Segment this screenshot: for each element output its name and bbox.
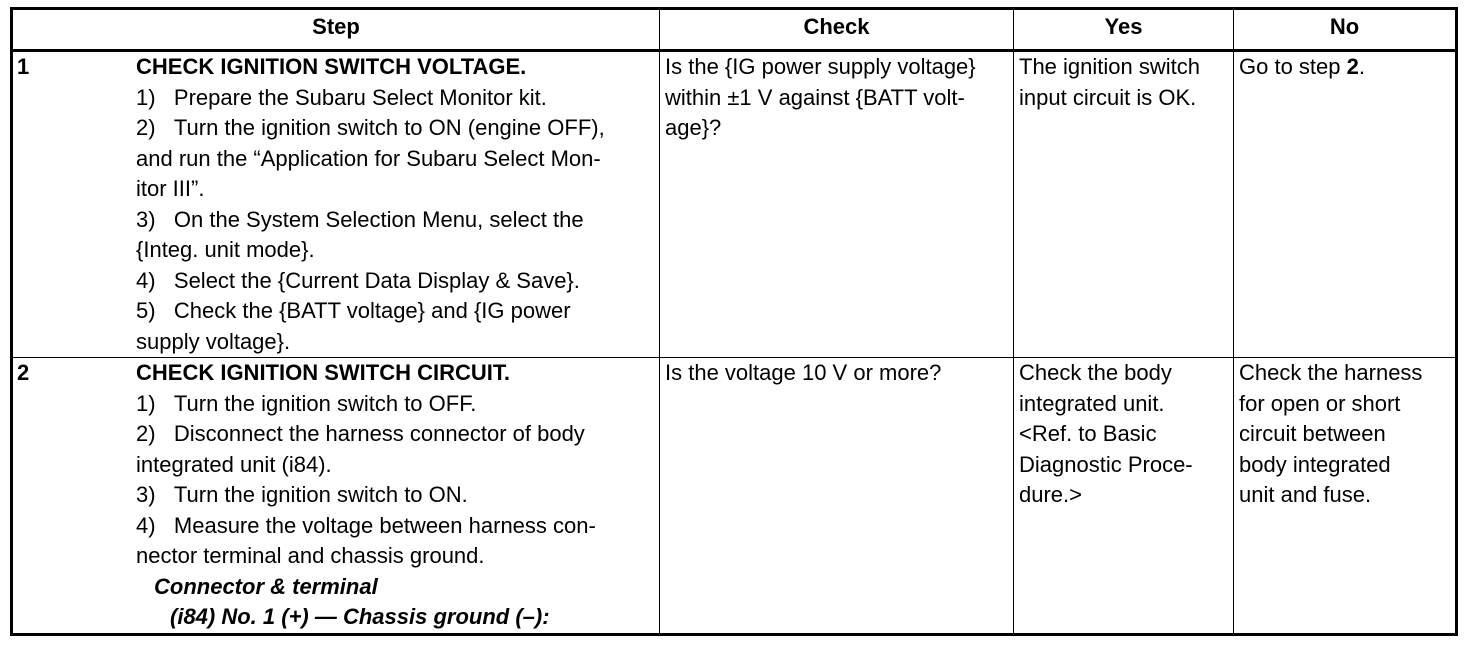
step-line: 3) Turn the ignition switch to ON. bbox=[136, 482, 468, 507]
check-line: Is the voltage 10 V or more? bbox=[665, 360, 942, 385]
check-line: within ±1 V against {BATT volt- bbox=[665, 84, 965, 110]
table-row-step-1 bbox=[12, 51, 1457, 358]
no-prefix: Go to step bbox=[1239, 54, 1347, 79]
yes-line: dure.> bbox=[1019, 482, 1082, 507]
step-cell bbox=[12, 358, 660, 635]
step-number: 2 bbox=[17, 360, 30, 385]
step-line: 2) Turn the ignition switch to ON (engine OFF), bbox=[136, 115, 605, 140]
no-line: circuit between bbox=[1239, 421, 1386, 446]
header-step: Step bbox=[12, 9, 660, 51]
yes-cell bbox=[1014, 358, 1234, 635]
yes-line: <Ref. to Basic bbox=[1019, 421, 1157, 446]
step-cell bbox=[12, 51, 660, 358]
no-line: unit and fuse. bbox=[1239, 482, 1372, 507]
step-line: nector terminal and chassis ground. bbox=[136, 543, 485, 568]
step-line: itor III”. bbox=[136, 176, 205, 201]
step-line: {Integ. unit mode}. bbox=[136, 237, 315, 262]
yes-cell bbox=[1014, 51, 1234, 358]
no-line: for open or short bbox=[1239, 390, 1401, 416]
no-line: body integrated bbox=[1239, 451, 1391, 477]
header-no: No bbox=[1234, 9, 1457, 51]
no-cell bbox=[1234, 51, 1457, 358]
step-body bbox=[136, 358, 654, 633]
step-line: 4) Measure the voltage between harness con- bbox=[136, 512, 596, 538]
step-line: integrated unit (i84). bbox=[136, 451, 332, 477]
no-cell bbox=[1234, 358, 1457, 635]
go-to-step-link[interactable]: 2 bbox=[1346, 54, 1359, 79]
step-line: 4) Select the {Current Data Display & Save}. bbox=[136, 267, 580, 293]
yes-line: Check the body bbox=[1019, 360, 1172, 385]
step-line: 1) Turn the ignition switch to OFF. bbox=[136, 390, 477, 416]
step-number: 1 bbox=[17, 54, 30, 79]
connector-terminal-value: (i84) No. 1 (+) — Chassis ground (–): bbox=[170, 604, 550, 629]
step-line: 2) Disconnect the harness connector of body bbox=[136, 421, 585, 446]
connector-terminal-label: Connector & terminal bbox=[154, 573, 378, 599]
step-line: supply voltage}. bbox=[136, 328, 291, 354]
yes-line: The ignition switch bbox=[1019, 54, 1200, 79]
step-title: CHECK IGNITION SWITCH VOLTAGE. bbox=[136, 54, 527, 79]
no-line: Check the harness bbox=[1239, 360, 1423, 385]
step-line: 3) On the System Selection Menu, select the bbox=[136, 206, 584, 232]
header-yes: Yes bbox=[1014, 9, 1234, 51]
step-line: and run the “Application for Subaru Select Mon- bbox=[136, 145, 601, 171]
no-line bbox=[1239, 52, 1450, 83]
check-line: age}? bbox=[665, 115, 722, 140]
table-row-step-2 bbox=[12, 358, 1457, 635]
yes-line: input circuit is OK. bbox=[1019, 84, 1197, 110]
header-row bbox=[12, 9, 1457, 51]
step-line: 1) Prepare the Subaru Select Monitor kit. bbox=[136, 84, 547, 110]
check-line: Is the {IG power supply voltage} bbox=[665, 54, 976, 79]
check-cell bbox=[660, 358, 1014, 635]
step-line: 5) Check the {BATT voltage} and {IG power bbox=[136, 298, 571, 323]
header-check: Check bbox=[660, 9, 1014, 51]
no-suffix: . bbox=[1358, 54, 1365, 79]
diagnostic-procedure-table bbox=[10, 7, 1458, 636]
step-title: CHECK IGNITION SWITCH CIRCUIT. bbox=[136, 360, 510, 385]
check-cell bbox=[660, 51, 1014, 358]
step-body bbox=[136, 52, 654, 357]
yes-line: integrated unit. bbox=[1019, 390, 1165, 416]
yes-line: Diagnostic Proce- bbox=[1019, 451, 1193, 477]
